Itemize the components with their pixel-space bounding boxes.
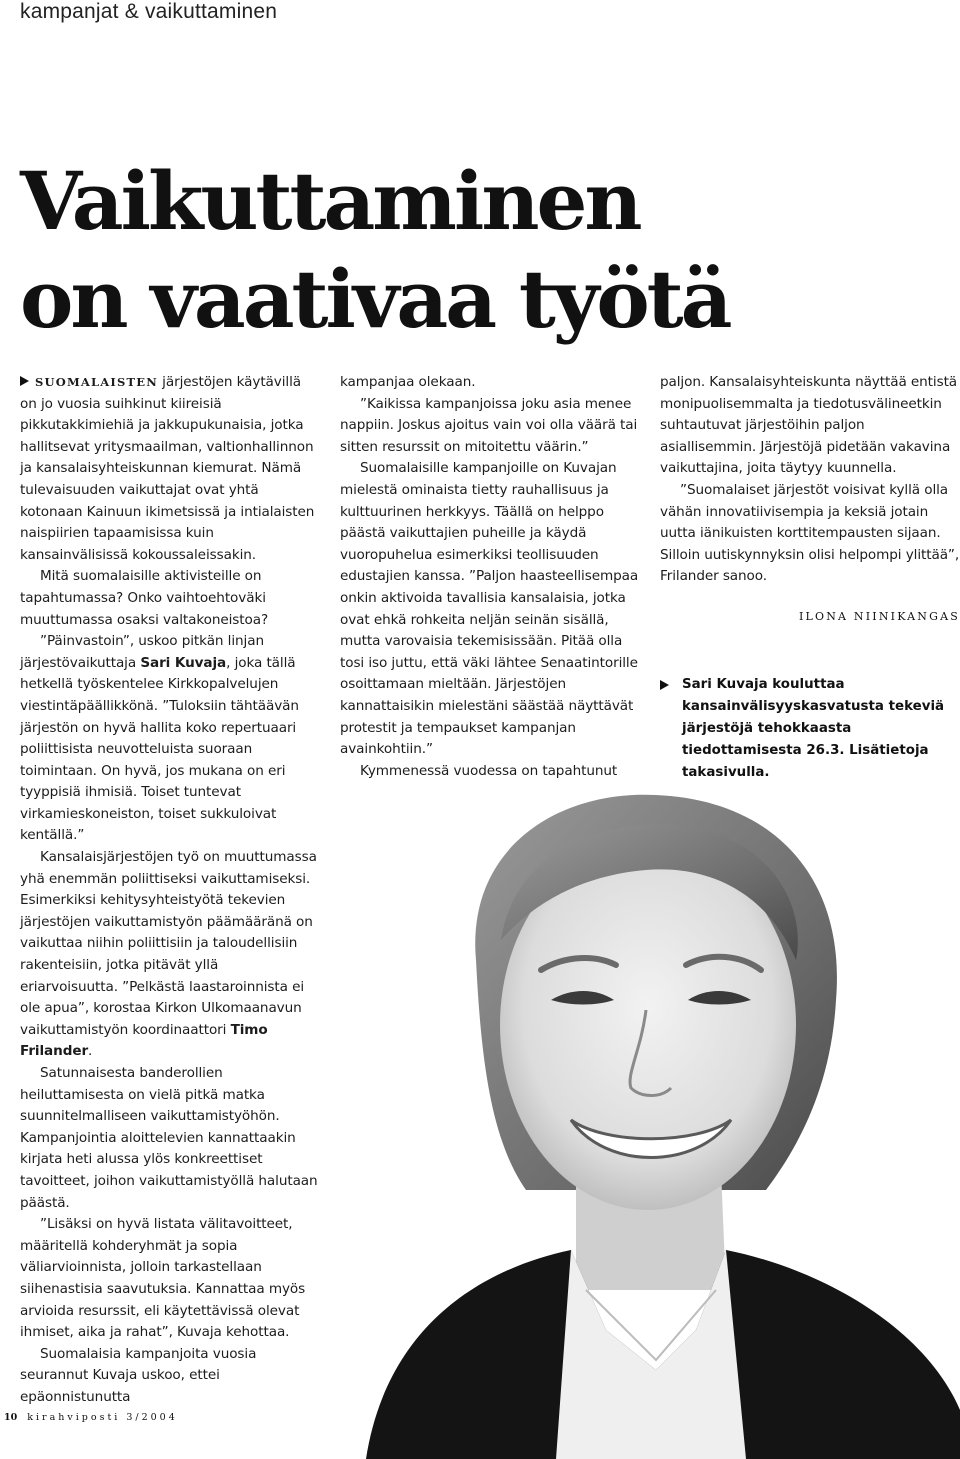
- text-run: .: [88, 1043, 93, 1060]
- paragraph: ”Suomalaiset järjestöt voisivat kyllä olla vähän innovatiivisempia ja keksiä jotain uutta iänikuisten korttitempausten sijaan. Silloin uutiskynnyksin olisi helpompi ylittää”, Frilander sanoo.: [660, 481, 960, 585]
- person-name: Sari Kuvaja: [140, 654, 227, 671]
- paragraph: [20, 847, 320, 1063]
- article-column-1: [20, 372, 320, 1409]
- headline-line-2: on vaativaa työtä: [20, 252, 730, 346]
- portrait-photo: [326, 770, 960, 1459]
- info-note-text: Sari Kuvaja kouluttaa kansainvälisyyskasvatusta tekeviä järjestöjä tehokkaasta tiedottamisesta 26.3. Lisätietoja takasivulla.: [682, 677, 945, 780]
- paragraph: ”Kaikissa kampanjoissa joku asia menee nappiin. Joskus ajoitus vain voi olla väärä tai sitten resurssit on mitoitettu väärin.”: [340, 395, 638, 455]
- text-run: ”Päinvastoin”, uskoo pitkän linjan järjestövaikuttaja: [20, 633, 264, 671]
- info-note: [660, 674, 956, 784]
- article-headline: [20, 152, 729, 348]
- paragraph: kampanjaa olekaan.: [340, 374, 476, 390]
- headline-line-1: Vaikuttaminen: [20, 154, 640, 248]
- paragraph: [20, 631, 320, 847]
- lead-word: SUOMALAISTEN: [35, 375, 158, 389]
- paragraph: Kymmenessä vuodessa on tapahtunut: [360, 762, 618, 779]
- paragraph: Suomalaisia kampanjoita vuosia seurannut Kuvaja uskoo, ettei epäonnistunutta: [20, 1345, 257, 1405]
- page-footer: [4, 1412, 178, 1423]
- section-kicker: kampanjat & vaikuttaminen: [20, 0, 278, 23]
- triangle-bullet-icon: [20, 376, 29, 386]
- article-column-2: [340, 372, 640, 782]
- paragraph: paljon. Kansalaisyhteiskunta näyttää entistä monipuolisemmalta ja tiedotusvälineetkin suhtautuvat järjestöihin paljon asiallisemmin. Järjestöjä pidetään vakavina vaikuttajina, joita täytyy kuunnella.: [660, 374, 958, 477]
- paragraph: Mitä suomalaisille aktivisteille on tapahtumassa? Onko vaihtoehtoväki muuttumassa osaksi valtakoneistoa?: [20, 568, 269, 628]
- article-column-3: [660, 372, 960, 588]
- publication-name: kirahviposti 3/2004: [27, 1412, 178, 1423]
- paragraph: Suomalaisille kampanjoille on Kuvajan mielestä ominaista tietty rauhallisuus ja kulttuurinen herkkyys. Täällä on helppo päästä vaikuttajien puheille ja käydä vuoropuhelua esimerkiksi teollisuuden edustajien kanssa. ”Paljon haasteellisempaa onkin aktivoida tavallisia kansalaisia, jotka ovat ehkä rohkeita neljän seinän sisällä, mutta varovaisia tekemisissään. Pitää olla tosi iso juttu, että väki lähtee Senaatintorille osoittamaan mieltään. Järjestöjen kannattaisikin mielestäni säästää näyttävät protestit ja tempaukset kampanjan avainkohtiin.”: [340, 460, 639, 758]
- triangle-bullet-icon: [660, 680, 669, 690]
- person-name: Timo Frilander: [20, 1021, 268, 1060]
- paragraph: ”Lisäksi on hyvä listata välitavoitteet, määritellä kohderyhmät ja sopia väliarvioinnista, jolloin tarkastellaan siihenastisia saavutuksia. Kannattaa myös arvioida resurssit, eli käytettävissä olevat ihmiset, aika ja rahat”, Kuvaja kehottaa.: [20, 1216, 306, 1341]
- text-run: Kansalaisjärjestöjen työ on muuttumassa yhä enemmän poliittiseksi vaikuttamiseksi. Esimerkiksi kehitysyhteistyötä tekevien järjestöjen vaikuttamistyön päämääränä on vaikuttaa niihin poliittisiin ja taloudellisiin rakenteisiin, jotka pitävät yllä eriarvoisuutta. ”Pelkästä laastaroinnista ei ole apua”, korostaa Kirkon Ulkomaanavun vaikuttamistyön koordinaattori: [20, 849, 317, 1038]
- text-run: , joka tällä hetkellä työskentelee Kirkkopalvelujen viestintäpäällikkönä. ”Tuloksiin tähtäävän järjestön on hyvä hallita koko repertuaari poliittisista neuvotteluista suoraan toimintaan. On hyvä, jos mukana on eri tyyppisiä ihmisiä. Toiset tuntevat virkamieskoneiston, toiset sukkuloivat kentällä.”: [20, 654, 299, 844]
- page-number: 10: [4, 1412, 18, 1423]
- paragraph: Satunnaisesta banderollien heiluttamisesta on vielä pitkä matka suunnitelmalliseen vaikuttamistyöhön. Kampanjointia aloittelevien kannattaakin kirjata heti alussa ylös konkreettiset tavoitteet, joihon vaikuttamistyöllä halutaan päästä.: [20, 1065, 318, 1211]
- portrait-illustration: [326, 770, 960, 1459]
- author-byline: ILONA NIINIKANGAS: [798, 610, 960, 623]
- lead-text: järjestöjen käytävillä on jo vuosia suihkinut kiireisiä pikkutakkimiehiä ja jakkupukunaisia, jotka hallitsevat yritysmaailman, valtionhallinnon ja kansalaisyhteiskunnan kiemurat. Nämä tulevaisuuden vaikuttajat ovat yhtä kotonaan Kainuun ikimetsissä ja intialaisten naispiirien tapaamisissa kuin kansainvälisissä kokoussaleissakin.: [20, 374, 315, 563]
- lead-paragraph: [20, 372, 320, 566]
